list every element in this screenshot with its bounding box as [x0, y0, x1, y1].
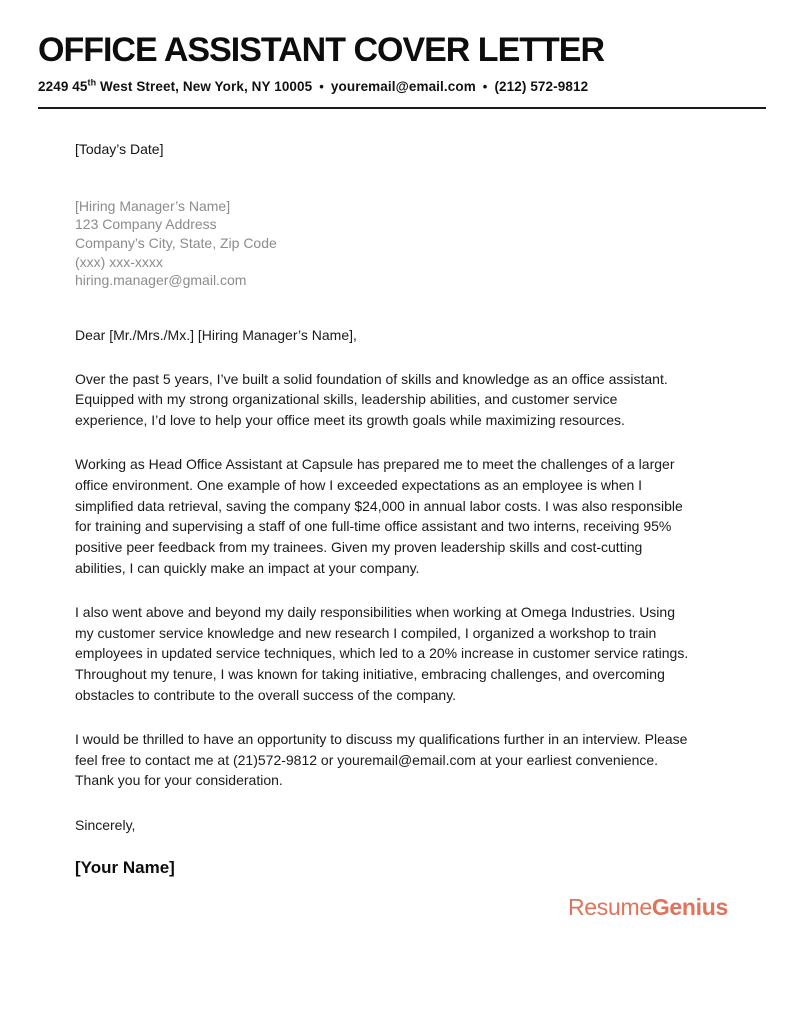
paragraph-experience-omega: I also went above and beyond my daily responsibilities when working at Omega Industries. Using my customer service knowledge and new research I compiled, I organized a workshop to train employees in updated service techniques, which led to a 20% increase in customer service ratings. Throughout my tenure, I was known for taking initiative, embracing challenges, and overcoming obstacles to contribute to the overall success of the company. — [75, 603, 689, 703]
sender-phone: (212) 572-9812 — [494, 79, 589, 94]
closing-line: Sincerely, — [75, 817, 136, 834]
sender-street-ordinal: th — [87, 77, 97, 88]
letter-header — [0, 0, 800, 109]
logo-text-genius: Genius — [651, 894, 728, 920]
signature-name-placeholder: [Your Name] — [75, 857, 175, 877]
paragraph-experience-capsule: Working as Head Office Assistant at Capsule has prepared me to meet the challenges of a larger office environment. One example of how I exceeded expectations as an employee is when I simplified data retrieval, saving the company $24,000 in annual labor costs. I was also responsible for training and supervising a staff of one full-time office assistant and two interns, receiving 95% positive peer feedback from my trainees. Given my proven leadership skills and cost-cutting abilities, I can quickly make an impact at your company. — [75, 455, 683, 576]
bullet-separator-icon: • — [319, 79, 324, 94]
sender-street-rest: West Street, New York, NY 10005 — [96, 79, 313, 94]
recipient-city-state-zip: Company’s City, State, Zip Code — [75, 234, 277, 251]
date-placeholder: [Today’s Date] — [75, 141, 164, 157]
recipient-name: [Hiring Manager’s Name] — [75, 197, 231, 214]
paragraph-introduction: Over the past 5 years, I’ve built a solid foundation of skills and knowledge as an office assistant. Equipped with my strong organizational skills, leadership abilities, and customer service experience, I’d love to help your office meet its growth goals while maximizing resources. — [75, 370, 668, 429]
recipient-phone: (xxx) xxx-xxxx — [75, 253, 163, 270]
sender-email: youremail@email.com — [330, 79, 476, 94]
recipient-company-address: 123 Company Address — [75, 216, 217, 233]
recipient-block — [75, 197, 690, 290]
sender-contact-line — [38, 79, 766, 94]
paragraph-call-to-action: I would be thrilled to have an opportunity to discuss my qualifications further in an interview. Please feel free to contact me at (21)572-9812 or youremail@email.com at your earliest convenience. Thank you for your consideration. — [75, 730, 688, 789]
bullet-separator-icon: • — [482, 79, 488, 94]
sender-street-number: 2249 45 — [38, 79, 88, 94]
letter-body — [0, 139, 800, 879]
page-title: OFFICE ASSISTANT COVER LETTER — [38, 31, 605, 69]
recipient-email: hiring.manager@gmail.com — [75, 272, 247, 289]
header-divider — [38, 107, 766, 109]
salutation: Dear [Mr./Mrs./Mx.] [Hiring Manager’s Name], — [75, 326, 357, 343]
resume-genius-logo — [568, 894, 728, 921]
logo-text-resume: Resume — [567, 894, 652, 920]
